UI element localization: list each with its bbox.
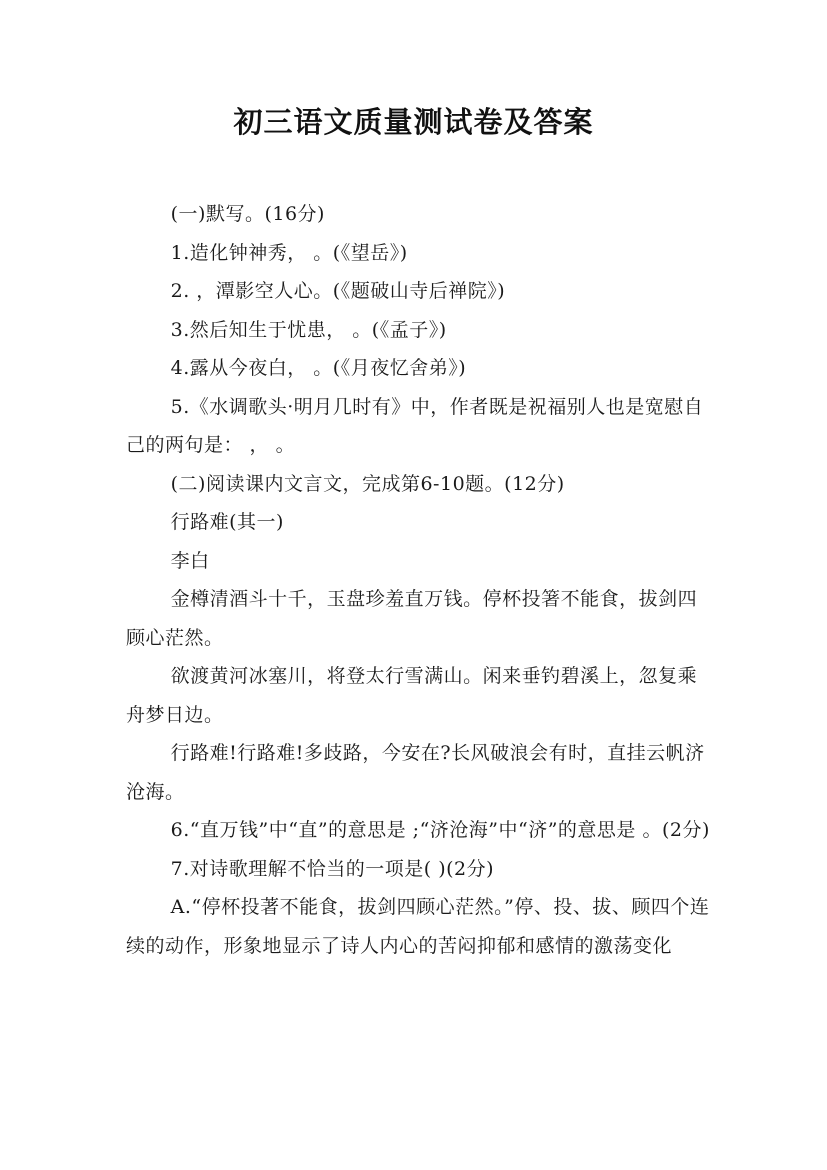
- section-heading-reading: (二)阅读课内文言文，完成第6-10题。(12分): [170, 472, 565, 495]
- poem-stanza-2: 欲渡黄河冰塞川，将登太行雪满山。闲来垂钓碧溪上，忽复乘舟梦日边。: [126, 665, 698, 726]
- question-4: 4.露从今夜白， 。(《月夜忆舍弟》): [170, 357, 467, 379]
- poem-stanza-1: 金樽清酒斗十千，玉盘珍羞直万钱。停杯投箸不能食，拔剑四顾心茫然。: [126, 588, 698, 649]
- poem-title: 行路难(其一): [170, 511, 284, 533]
- document-title: 初三语文质量测试卷及答案: [233, 105, 594, 139]
- question-6: 6.“直万钱”中“直”的意思是 ;“济沧海”中“济”的意思是 。(2分): [170, 819, 710, 841]
- question-2: 2. ，潭影空人心。(《题破山寺后禅院》): [170, 280, 506, 302]
- document-body: [126, 195, 716, 965]
- poem-author: 李白: [170, 549, 210, 572]
- poem-stanza-3: 行路难!行路难!多歧路，今安在?长风破浪会有时，直挂云帆济沧海。: [126, 742, 705, 803]
- section-heading-dictation: (一)默写。(16分): [170, 203, 325, 225]
- question-7: 7.对诗歌理解不恰当的一项是( )(2分): [170, 857, 495, 880]
- question-5: 5.《水调歌头·明月几时有》中，作者既是祝福别人也是宽慰自己的两句是： ， 。: [126, 395, 704, 456]
- question-3: 3.然后知生于忧患， 。(《孟子》): [170, 318, 447, 341]
- question-7-option-a: A.“停杯投著不能食，拔剑四顾心茫然。”停、投、拔、顾四个连续的动作，形象地显示了诗人内心的苦闷抑郁和感情的激荡变化: [126, 896, 710, 957]
- question-1: 1.造化钟神秀， 。(《望岳》): [170, 241, 408, 264]
